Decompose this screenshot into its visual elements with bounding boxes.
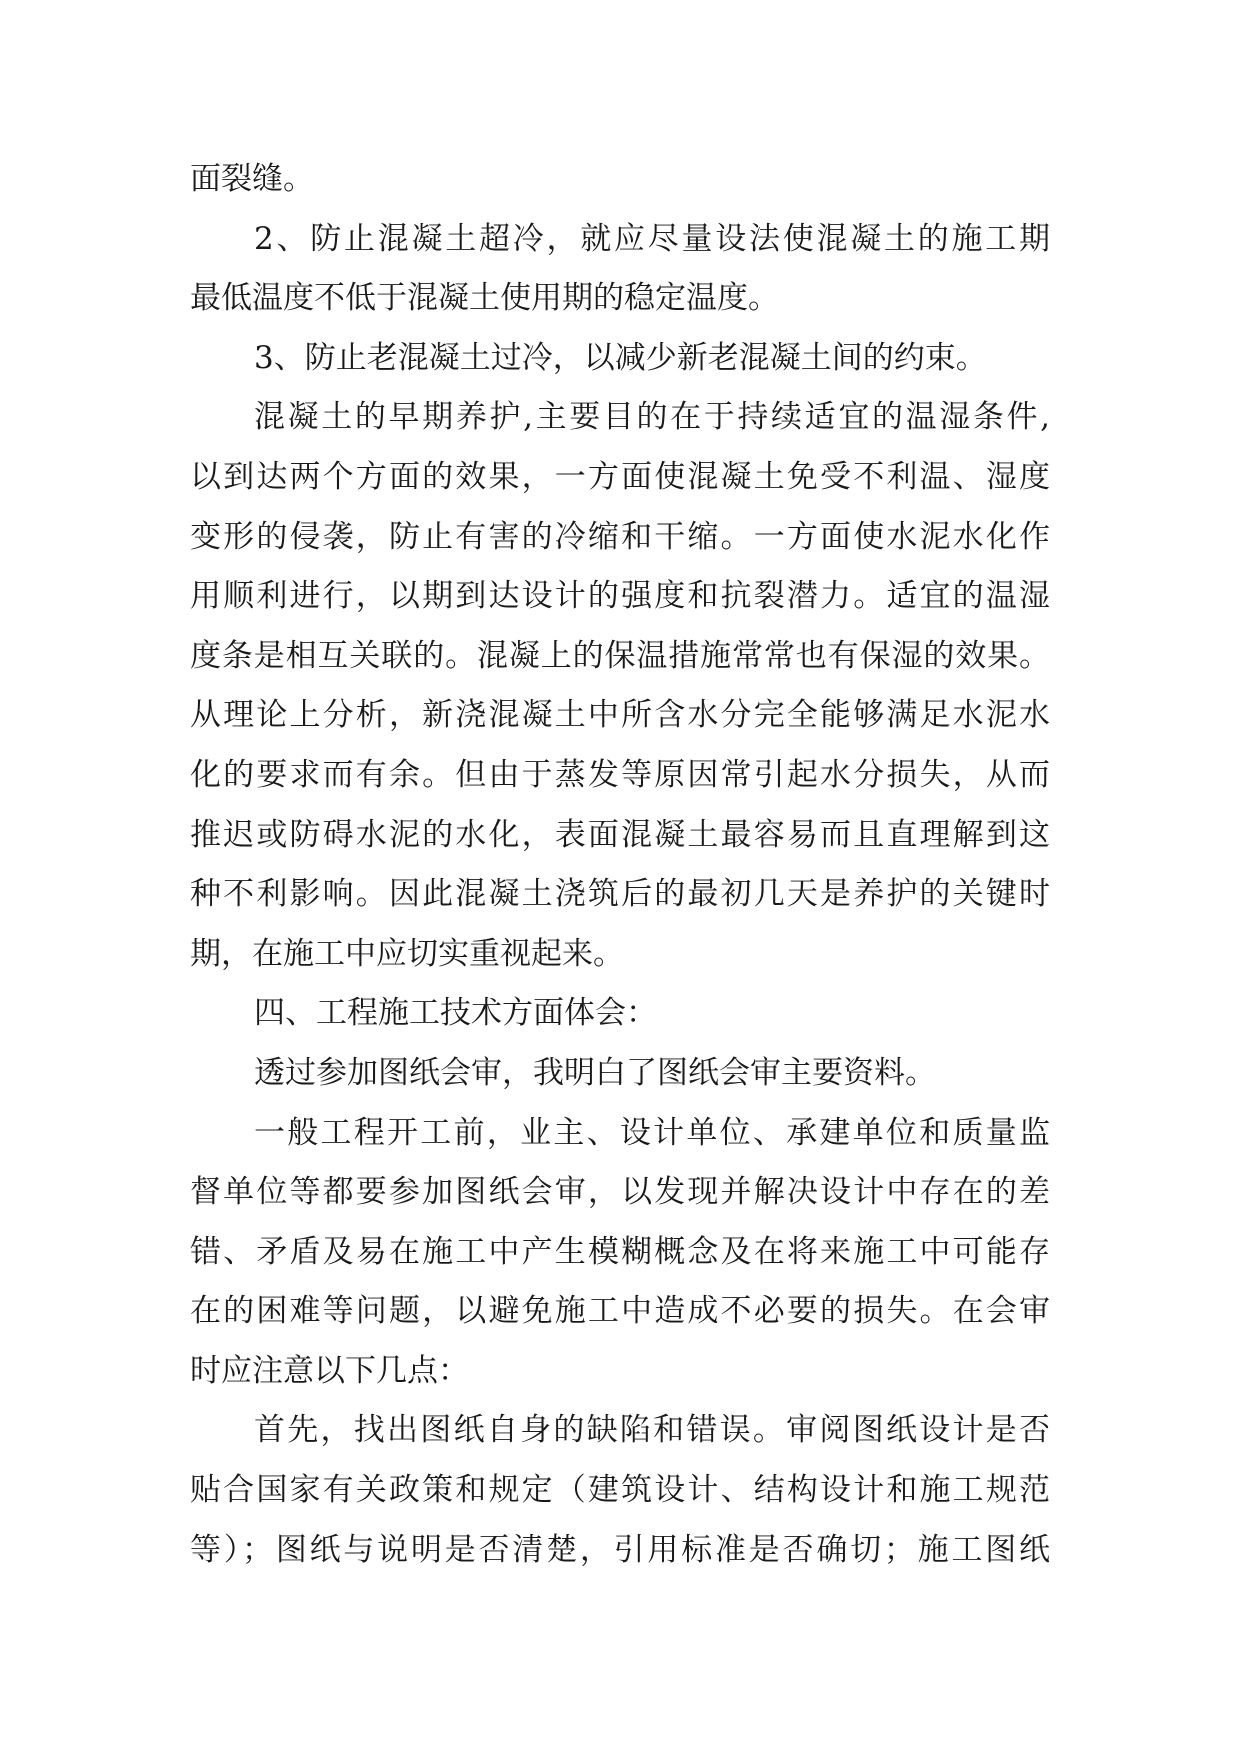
text-line: 一般工程开工前，业主、设计单位、承建单位和质量监 [254, 1114, 1050, 1151]
text-line: 3、防止老混凝土过冷，以减少新老混凝土间的约束。 [254, 339, 987, 376]
text-line: 四、工程施工技术方面体会： [254, 995, 657, 1032]
text-line: 等）；图纸与说明是否清楚，引用标准是否确切；施工图纸 [190, 1531, 1050, 1568]
text-line: 化的要求而有余。但由于蒸发等原因常引起水分损失，从而 [190, 756, 1050, 793]
text-line: 种不利影响。因此混凝土浇筑后的最初几天是养护的关键时 [190, 876, 1050, 913]
text-line: 以到达两个方面的效果，一方面使混凝土免受不利温、湿度 [190, 458, 1050, 495]
text-line: 贴合国家有关政策和规定（建筑设计、结构设计和施工规范 [190, 1472, 1050, 1509]
text-line: 面裂缝。 [190, 161, 314, 197]
text-line: 推迟或防碍水泥的水化，表面混凝土最容易而且直理解到这 [190, 816, 1050, 853]
text-line: 从理论上分析，新浇混凝土中所含水分完全能够满足水泥水 [190, 697, 1050, 734]
text-line: 最低温度不低于混凝土使用期的稳定温度。 [190, 280, 779, 317]
text-line: 期，在施工中应切实重视起来。 [190, 935, 624, 972]
text-line: 错、矛盾及易在施工中产生模糊概念及在将来施工中可能存 [190, 1233, 1050, 1270]
text-line: 度条是相互关联的。混凝上的保温措施常常也有保湿的效果。 [190, 637, 1050, 674]
text-line: 混凝土的早期养护,主要目的在于持续适宜的温湿条件, [254, 399, 1050, 436]
document-body [190, 150, 1050, 1580]
text-line: 用顺利进行，以期到达设计的强度和抗裂潜力。适宜的温湿 [190, 578, 1050, 615]
text-line: 变形的侵袭，防止有害的冷缩和干缩。一方面使水泥水化作 [190, 518, 1050, 555]
text-line: 时应注意以下几点： [190, 1352, 469, 1389]
text-line: 透过参加图纸会审，我明白了图纸会审主要资料。 [254, 1054, 936, 1091]
text-line: 2、防止混凝土超冷，就应尽量设法使混凝土的施工期 [254, 220, 1050, 257]
text-line: 在的困难等问题，以避免施工中造成不必要的损失。在会审 [190, 1293, 1050, 1330]
text-line: 督单位等都要参加图纸会审，以发现并解决设计中存在的差 [190, 1174, 1050, 1211]
text-line: 首先，找出图纸自身的缺陷和错误。审阅图纸设计是否 [254, 1412, 1050, 1449]
